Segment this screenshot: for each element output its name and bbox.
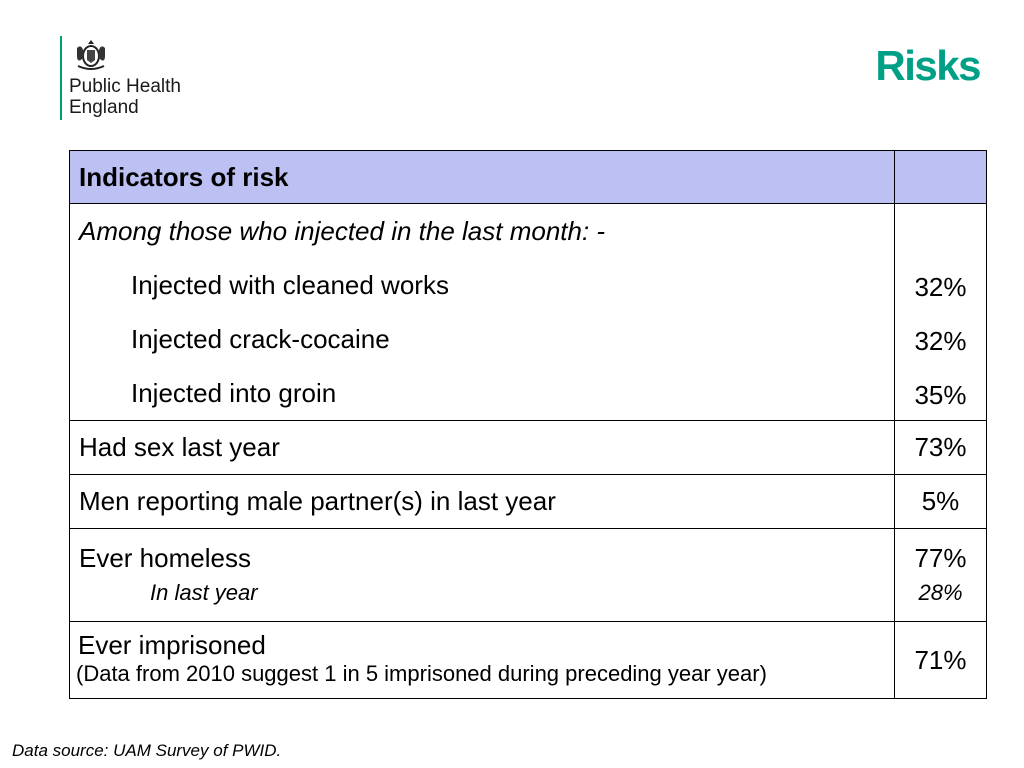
- data-source-note: Data source: UAM Survey of PWID.: [12, 741, 282, 760]
- table-row-prison: [70, 622, 987, 699]
- row-value: 77%: [914, 543, 967, 573]
- injecting-item-label: Injected with cleaned works: [131, 270, 449, 300]
- row-sub-value: 28%: [918, 580, 963, 605]
- logo-line2: England: [69, 97, 139, 118]
- row-value: 73%: [895, 421, 987, 475]
- injecting-item-label: Injected crack-cocaine: [131, 324, 390, 354]
- row-sub-label: In last year: [150, 580, 258, 605]
- table-row-injecting: [70, 204, 987, 421]
- row-note: (Data from 2010 suggest 1 in 5 imprisoned during preceding year year): [76, 661, 767, 686]
- header-value: [895, 151, 987, 204]
- table-row-msm: [70, 475, 987, 529]
- row-value: 5%: [895, 475, 987, 529]
- logo-wordmark: [69, 76, 181, 118]
- row-label: Ever imprisoned: [78, 630, 266, 660]
- table-header-row: [70, 151, 987, 204]
- injecting-item-value: 35%: [914, 380, 967, 410]
- injecting-item-value: 32%: [914, 326, 967, 356]
- royal-crest-icon: [74, 38, 108, 70]
- injecting-item-value: 32%: [914, 272, 967, 302]
- table-row-sex: [70, 421, 987, 475]
- row-label: Had sex last year: [70, 421, 895, 475]
- row-value: 71%: [895, 622, 987, 699]
- injecting-intro: Among those who injected in the last month: -: [79, 216, 606, 246]
- slide-title: Risks: [875, 42, 980, 89]
- injecting-item-label: Injected into groin: [131, 378, 337, 408]
- row-label: Ever homeless: [79, 543, 251, 573]
- logo-divider: [60, 36, 62, 120]
- row-label: Men reporting male partner(s) in last year: [70, 475, 895, 529]
- header-label: Indicators of risk: [70, 151, 895, 204]
- risk-indicators-table: [69, 150, 987, 699]
- table-row-homeless: [70, 529, 987, 622]
- logo-line1: Public Health: [69, 76, 181, 97]
